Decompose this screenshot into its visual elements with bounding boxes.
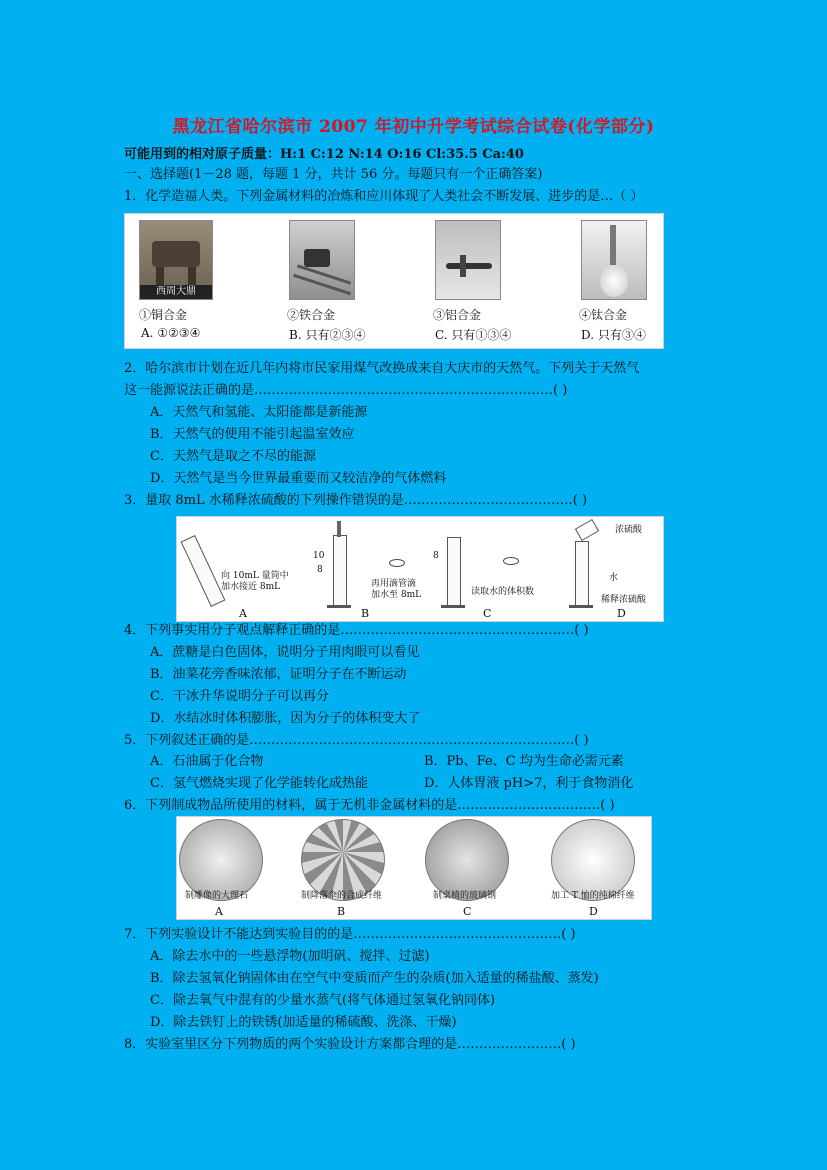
- q3-note-d-mid: 水: [609, 573, 619, 583]
- q7-option-d: D．除去铁钉上的铁锈(加适量的稀硫酸、洗涤、干燥): [150, 1015, 457, 1030]
- q4-option-b: B．油菜花旁香味浓郁，证明分子在不断运动: [150, 667, 407, 682]
- cylinder-d: [575, 541, 589, 607]
- q4-option-a: A．蔗糖是白色固体，说明分子用肉眼可以看见: [150, 645, 420, 660]
- q3-letter-b: B: [361, 607, 370, 620]
- q5-option-b: B．Pb、Fe、C 均为生命必需元素: [424, 754, 624, 769]
- q6-stem: 6．下列制成物品所使用的材料，属于无机非金属材料的是……………………………( ): [124, 798, 615, 813]
- marble-statue-photo: [179, 819, 263, 901]
- train-photo: [289, 220, 355, 300]
- q2-stem-1: 2．哈尔滨市计划在近几年内将市民家用煤气改换成来自大庆市的天然气。下列关于天然气: [124, 361, 640, 376]
- q2-option-d: D．天然气是当今世界最重要而又较洁净的气体燃料: [150, 471, 447, 486]
- q3-note-d-bot: 稀释浓硫酸: [601, 595, 647, 605]
- q3-letter-c: C: [483, 607, 492, 620]
- q6-figure: [176, 816, 652, 920]
- q5-option-a: A．石油属于化合物: [150, 754, 264, 769]
- ding-sign: 西周大鼎: [140, 285, 212, 299]
- section-heading: 一、选择题(1－28 题，每题 1 分，共计 56 分。每题只有一个正确答案): [124, 167, 543, 182]
- q6-letter-c: C: [463, 905, 472, 918]
- q1-option-d: D. 只有③④: [581, 328, 646, 342]
- q3-tick-b1: 10: [313, 551, 325, 561]
- rocket-photo: [581, 220, 647, 300]
- cylinder-c: [447, 537, 461, 607]
- q3-letter-d: D: [617, 607, 626, 620]
- q7-option-b: B．除去氢氧化钠固体由在空气中变质而产生的杂质(加入适量的稀盐酸、蒸发): [150, 971, 599, 986]
- q6-letter-d: D: [589, 905, 598, 918]
- q4-stem: 4．下列事实用分子观点解释正确的是………………………………………………( ): [124, 623, 589, 638]
- q5-option-c: C．氢气燃烧实现了化学能转化成热能: [150, 776, 368, 791]
- q3-tick-b2: 8: [317, 565, 323, 575]
- q6-caption-d: 加工 T 恤的纯棉纤维: [551, 891, 635, 901]
- q6-caption-b: 制降落伞的合成纤维: [301, 891, 383, 901]
- q3-letter-a: A: [239, 607, 247, 620]
- q1-stem: 1．化学造福人类。下列金属材料的冶炼和应川体现了人类社会不断发展、进步的是…（ ）: [124, 189, 644, 204]
- q1-figure: [124, 213, 664, 349]
- q5-stem: 5．下列叙述正确的是…………………………………………………………………( ): [124, 733, 589, 748]
- q3-note-d-top: 浓硫酸: [615, 525, 643, 535]
- q6-caption-a: 制雕像的大理石: [185, 891, 249, 901]
- q2-stem-2: 这一能源说法正确的是……………………………………………………………( ): [124, 383, 568, 398]
- q7-option-a: A．除去水中的一些悬浮物(加明矾、搅拌、过滤): [150, 949, 430, 964]
- q6-letter-b: B: [337, 905, 346, 918]
- parachute-photo: [301, 819, 385, 901]
- q3-note-b: 再用滴管滴 加水至 8mL: [371, 579, 422, 600]
- q2-option-a: A．天然气和氢能、太阳能都是新能源: [150, 405, 368, 420]
- q1-label-4: ④钛合金: [579, 308, 628, 322]
- q3-figure: [176, 516, 664, 622]
- q6-letter-a: A: [215, 905, 223, 918]
- q1-label-2: ②铁合金: [287, 308, 336, 322]
- cylinder-a: [181, 535, 226, 607]
- q1-option-c: C. 只有①③④: [435, 328, 512, 342]
- cotton-tshirt-photo: [551, 819, 635, 901]
- q7-stem: 7．下列实验设计不能达到实验目的的是…………………………………………( ): [124, 927, 576, 942]
- cylinder-b: [333, 535, 347, 607]
- q3-tick-c1: 8: [433, 551, 439, 561]
- q1-option-a: A. ①②③④: [141, 326, 201, 340]
- q4-option-c: C．干冰升华说明分子可以再分: [150, 689, 329, 704]
- atomic-mass-line: 可能用到的相对原子质量：H:1 C:12 N:14 O:16 Cl:35.5 Ca:40: [124, 147, 524, 162]
- glass-steel-desk-photo: [425, 819, 509, 901]
- q2-option-b: B．天然气的使用不能引起温室效应: [150, 427, 355, 442]
- q3-stem: 3．量取 8mL 水稀释浓硫酸的下列操作错误的是…………………………………( ): [124, 493, 588, 508]
- airplane-photo: [435, 220, 501, 300]
- q3-note-a: 向 10mL 量筒中 加水接近 8mL: [221, 571, 289, 592]
- q8-stem: 8．实验室里区分下列物质的两个实验设计方案都合理的是……………………( ): [124, 1037, 576, 1052]
- q6-caption-c: 制桌椅的玻璃钢: [433, 891, 497, 901]
- q2-option-c: C．天然气是取之不尽的能源: [150, 449, 316, 464]
- q5-option-d: D．人体胃液 pH>7，利于食物消化: [424, 776, 634, 791]
- page-title: 黑龙江省哈尔滨市 2007 年初中升学考试综合试卷(化学部分): [172, 117, 655, 137]
- bronze-ding-photo: [139, 220, 213, 300]
- q7-option-c: C．除去氧气中混有的少量水蒸气(将气体通过氢氧化钠同体): [150, 993, 496, 1008]
- q1-label-1: ①铜合金: [139, 308, 188, 322]
- q1-label-3: ③铝合金: [433, 308, 482, 322]
- q4-option-d: D．水结冰时体积膨胀，因为分子的体积变大了: [150, 711, 421, 726]
- q1-option-b: B. 只有②③④: [289, 328, 366, 342]
- q3-note-c: 读取水的体积数: [471, 587, 535, 597]
